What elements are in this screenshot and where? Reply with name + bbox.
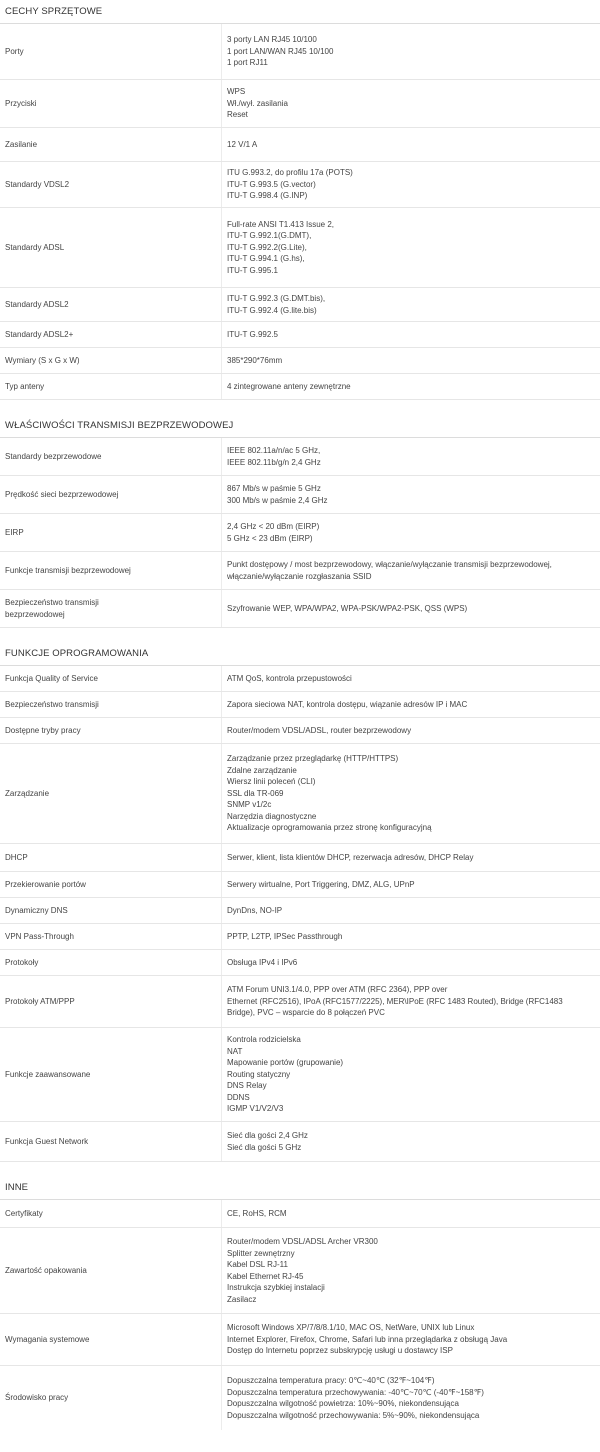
row-label: Standardy bezprzewodowe xyxy=(0,438,222,475)
value-line: Kabel DSL RJ-11 xyxy=(227,1260,288,1269)
row-value xyxy=(222,374,600,399)
row-value xyxy=(222,476,600,513)
row-label: Wymagania systemowe xyxy=(0,1314,222,1365)
section-title: FUNKCJE OPROGRAMOWANIA xyxy=(0,642,600,666)
value-line: ITU G.993.2, do profilu 17a (POTS) xyxy=(227,168,353,178)
table-row xyxy=(0,1200,600,1228)
row-value xyxy=(222,718,600,743)
section-gap xyxy=(0,400,600,414)
table-row xyxy=(0,590,600,628)
row-label: DHCP xyxy=(0,844,222,871)
value-line: Splitter zewnętrzny xyxy=(227,1248,295,1258)
row-value xyxy=(222,950,600,975)
value-line: Zapora sieciowa NAT, kontrola dostępu, wiązanie adresów IP i MAC xyxy=(227,699,468,709)
table-row xyxy=(0,514,600,552)
row-label: Standardy VDSL2 xyxy=(0,162,222,207)
table-row xyxy=(0,1366,600,1430)
value-line: Sieć dla gości 2,4 GHz xyxy=(227,1131,308,1140)
value-line: ITU-T G.998.4 (G.INP) xyxy=(227,191,308,201)
value-line: 4 zintegrowane anteny zewnętrzne xyxy=(227,381,351,391)
row-label: Dynamiczny DNS xyxy=(0,898,222,923)
row-value xyxy=(222,438,600,475)
section-title: WŁAŚCIWOŚCI TRANSMISJI BEZPRZEWODOWEJ xyxy=(0,414,600,438)
value-line: Full-rate ANSI T1.413 Issue 2, xyxy=(227,219,335,229)
section-title: CECHY SPRZĘTOWE xyxy=(0,0,600,24)
table-row xyxy=(0,24,600,80)
table-row xyxy=(0,348,600,374)
value-line: SSL dla TR-069 xyxy=(227,788,284,798)
row-value xyxy=(222,1314,600,1365)
row-label: Zawartość opakowania xyxy=(0,1228,222,1313)
row-value xyxy=(222,552,600,589)
row-label: Środowisko pracy xyxy=(0,1366,222,1430)
value-line: ITU-T G.992.2(G.Lite), xyxy=(227,242,307,252)
row-label: Wymiary (S x G x W) xyxy=(0,348,222,373)
row-label: Przekierowanie portów xyxy=(0,872,222,897)
row-label: Standardy ADSL2 xyxy=(0,288,222,321)
row-label: Certyfikaty xyxy=(0,1200,222,1227)
section-hardware xyxy=(0,0,600,400)
value-line: Router/modem VDSL/ADSL Archer VR300 xyxy=(227,1237,378,1246)
row-value xyxy=(222,692,600,717)
value-line: ATM Forum UNI3.1/4.0, PPP over ATM (RFC 2364), PPP over xyxy=(227,985,448,995)
row-value xyxy=(222,744,600,843)
value-line: Zasilacz xyxy=(227,1294,257,1304)
value-line: PPTP, L2TP, IPSec Passthrough xyxy=(227,931,343,941)
row-value xyxy=(222,1366,600,1430)
table-row xyxy=(0,924,600,950)
row-label: Prędkość sieci bezprzewodowej xyxy=(0,476,222,513)
row-value xyxy=(222,844,600,871)
value-line: DNS Relay xyxy=(227,1081,267,1091)
value-line: Dopuszczalna temperatura pracy: 0℃~40℃ (32℉~104℉) xyxy=(227,1376,435,1385)
row-label: Bezpieczeństwo transmisji bezprzewodowej xyxy=(0,590,222,627)
value-line: ITU-T G.992.1(G.DMT), xyxy=(227,231,312,241)
row-value xyxy=(222,348,600,373)
value-line: IEEE 802.11b/g/n 2,4 GHz xyxy=(227,457,321,467)
table-row xyxy=(0,476,600,514)
value-line: ITU-T G.995.1 xyxy=(227,265,278,275)
value-line: 12 V/1 A xyxy=(227,139,258,149)
table-row xyxy=(0,374,600,400)
value-line: Sieć dla gości 5 GHz xyxy=(227,1142,302,1152)
row-label: Zarządzanie xyxy=(0,744,222,843)
value-line: IEEE 802.11a/n/ac 5 GHz, xyxy=(227,446,321,455)
table-row xyxy=(0,744,600,844)
table-row xyxy=(0,128,600,162)
section-title: INNE xyxy=(0,1176,600,1200)
row-label: Dostępne tryby pracy xyxy=(0,718,222,743)
row-value xyxy=(222,162,600,207)
value-line: ITU-T G.992.3 (G.DMT.bis), xyxy=(227,294,326,303)
table-row xyxy=(0,208,600,288)
value-line: WPS xyxy=(227,87,246,97)
table-row xyxy=(0,438,600,476)
value-line: DynDns, NO-IP xyxy=(227,905,283,915)
section-other xyxy=(0,1176,600,1430)
value-line: Serwery wirtualne, Port Triggering, DMZ, ALG, UPnP xyxy=(227,879,415,889)
row-label: Protokoły ATM/PPP xyxy=(0,976,222,1027)
row-value xyxy=(222,1228,600,1313)
row-value xyxy=(222,1122,600,1161)
table-row xyxy=(0,844,600,872)
row-value xyxy=(222,1028,600,1121)
table-row xyxy=(0,322,600,348)
value-line: Kontrola rodzicielska xyxy=(227,1035,301,1045)
table-row xyxy=(0,898,600,924)
row-value xyxy=(222,24,600,79)
row-value xyxy=(222,514,600,551)
table-row xyxy=(0,666,600,692)
value-line: 385*290*76mm xyxy=(227,355,283,365)
table-row xyxy=(0,1122,600,1162)
table-row xyxy=(0,1228,600,1314)
row-label: Zasilanie xyxy=(0,128,222,161)
value-line: 1 port LAN/WAN RJ45 10/100 xyxy=(227,46,334,56)
value-line: ATM QoS, kontrola przepustowości xyxy=(227,673,352,683)
value-line: Mapowanie portów (grupowanie) xyxy=(227,1058,344,1068)
value-line: ITU-T G.994.1 (G.hs), xyxy=(227,254,305,264)
value-line: DDNS xyxy=(227,1092,250,1102)
table-row xyxy=(0,950,600,976)
value-line: Dopuszczalna wilgotność powietrza: 10%~90%, niekondensująca xyxy=(227,1399,459,1408)
value-line: IGMP V1/V2/V3 xyxy=(227,1104,284,1114)
row-label: Typ anteny xyxy=(0,374,222,399)
row-value xyxy=(222,666,600,691)
value-line: 867 Mb/s w paśmie 5 GHz xyxy=(227,484,321,493)
row-value xyxy=(222,590,600,627)
row-value xyxy=(222,288,600,321)
value-line: ITU-T G.993.5 (G.vector) xyxy=(227,179,316,189)
table-row xyxy=(0,976,600,1028)
value-line: Dostęp do Internetu poprzez subskrypcję usługi u dostawcy ISP xyxy=(227,1346,453,1356)
row-value xyxy=(222,80,600,127)
row-value xyxy=(222,924,600,949)
row-label: EIRP xyxy=(0,514,222,551)
value-line: Wł./wył. zasilania xyxy=(227,98,288,108)
table-row xyxy=(0,718,600,744)
value-line: 3 porty LAN RJ45 10/100 xyxy=(227,35,317,45)
row-label: Przyciski xyxy=(0,80,222,127)
value-line: włączanie/wyłączanie rozgłaszania SSID xyxy=(227,571,372,581)
row-label: Funkcja Quality of Service xyxy=(0,666,222,691)
value-line: NAT xyxy=(227,1046,243,1056)
table-row xyxy=(0,872,600,898)
row-value xyxy=(222,872,600,897)
value-line: Wiersz linii poleceń (CLI) xyxy=(227,777,316,787)
value-line: Instrukcja szybkiej instalacji xyxy=(227,1283,325,1292)
row-label: Bezpieczeństwo transmisji xyxy=(0,692,222,717)
row-label: Porty xyxy=(0,24,222,79)
value-line: CE, RoHS, RCM xyxy=(227,1208,287,1218)
value-line: Kabel Ethernet RJ-45 xyxy=(227,1271,304,1281)
value-line: Router/modem VDSL/ADSL, router bezprzewodowy xyxy=(227,725,412,735)
value-line: Aktualizacje oprogramowania przez stronę konfiguracyjną xyxy=(227,823,432,833)
value-line: 5 GHz < 23 dBm (EIRP) xyxy=(227,533,313,543)
value-line: Routing statyczny xyxy=(227,1069,291,1079)
value-line: Narzędzia diagnostyczne xyxy=(227,811,317,821)
value-line: Internet Explorer, Firefox, Chrome, Safari lub inna przeglądarka z obsługą Java xyxy=(227,1334,508,1344)
table-row xyxy=(0,288,600,322)
table-row xyxy=(0,162,600,208)
table-row xyxy=(0,80,600,128)
row-label: Protokoły xyxy=(0,950,222,975)
value-line: Zarządzanie przez przeglądarkę (HTTP/HTTPS) xyxy=(227,754,399,764)
table-row xyxy=(0,552,600,590)
row-label: VPN Pass-Through xyxy=(0,924,222,949)
table-row xyxy=(0,1028,600,1122)
row-label: Funkcje transmisji bezprzewodowej xyxy=(0,552,222,589)
table-row xyxy=(0,692,600,718)
value-line: Punkt dostępowy / most bezprzewodowy, włączanie/wyłączanie transmisji bezprzewodowej, xyxy=(227,560,552,569)
value-line: Microsoft Windows XP/7/8/8.1/10, MAC OS, NetWare, UNIX lub Linux xyxy=(227,1323,475,1333)
row-value xyxy=(222,976,600,1027)
value-line: 300 Mb/s w paśmie 2,4 GHz xyxy=(227,495,328,505)
value-line: ITU-T G.992.4 (G.lite.bis) xyxy=(227,305,317,315)
value-line: Dopuszczalna wilgotność przechowywania: 5%~90%, niekondensująca xyxy=(227,1410,480,1420)
row-value xyxy=(222,898,600,923)
table-row xyxy=(0,1314,600,1366)
value-line: 1 port RJ11 xyxy=(227,58,268,68)
value-line: 2,4 GHz < 20 dBm (EIRP) xyxy=(227,522,320,531)
row-label: Funkcje zaawansowane xyxy=(0,1028,222,1121)
value-line: Reset xyxy=(227,110,248,120)
value-line: Obsługa IPv4 i IPv6 xyxy=(227,957,298,967)
value-line: SNMP v1/2c xyxy=(227,800,272,810)
section-software xyxy=(0,642,600,1162)
row-label: Funkcja Guest Network xyxy=(0,1122,222,1161)
section-gap xyxy=(0,628,600,642)
value-line: Serwer, klient, lista klientów DHCP, rezerwacja adresów, DHCP Relay xyxy=(227,852,474,862)
value-line: Szyfrowanie WEP, WPA/WPA2, WPA-PSK/WPA2-PSK, QSS (WPS) xyxy=(227,603,468,613)
value-line: Dopuszczalna temperatura przechowywania: -40℃~70℃ (-40℉~158℉) xyxy=(227,1387,484,1397)
value-line: ITU-T G.992.5 xyxy=(227,329,278,339)
value-line: Zdalne zarządzanie xyxy=(227,765,297,775)
row-label: Standardy ADSL xyxy=(0,208,222,287)
value-line: Bridge), PVC – wsparcie do 8 połączeń PVC xyxy=(227,1008,385,1018)
row-value xyxy=(222,322,600,347)
row-value xyxy=(222,208,600,287)
row-value xyxy=(222,1200,600,1227)
section-wireless xyxy=(0,414,600,628)
row-label: Standardy ADSL2+ xyxy=(0,322,222,347)
section-gap xyxy=(0,1162,600,1176)
row-value xyxy=(222,128,600,161)
value-line: Ethernet (RFC2516), IPoA (RFC1577/2225), MER\IPoE (RFC 1483 Routed), Bridge (RFC1483 xyxy=(227,996,563,1006)
